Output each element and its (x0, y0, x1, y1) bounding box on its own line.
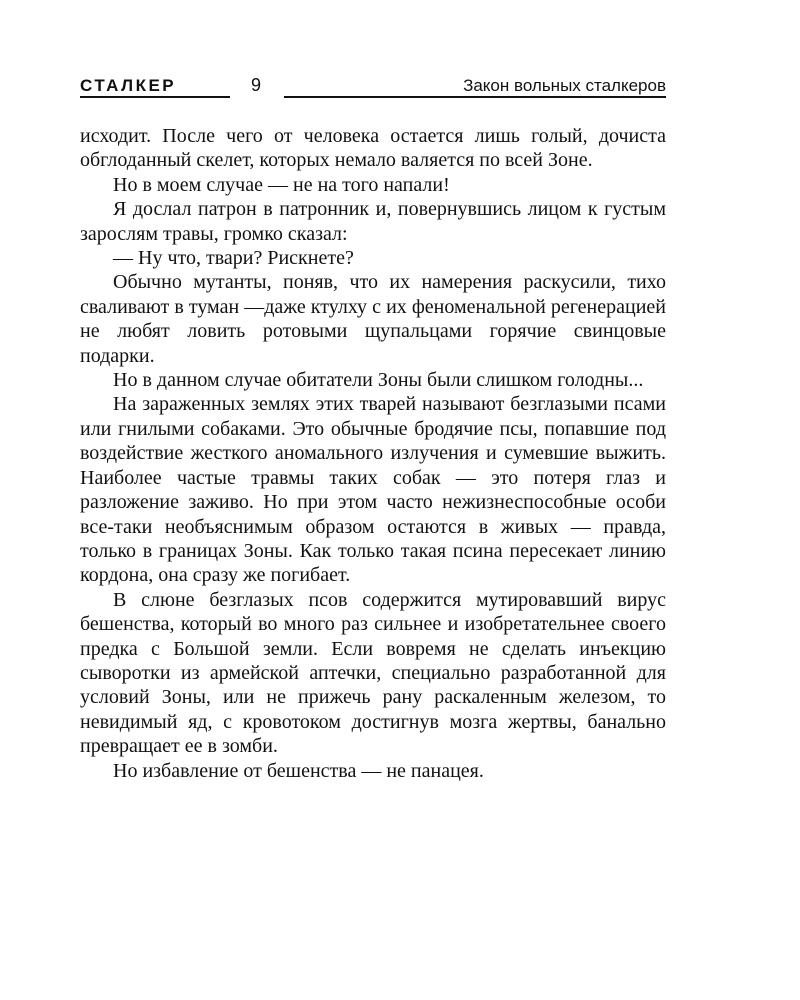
series-title: СТАЛКЕР (80, 76, 177, 95)
paragraph: На зараженных землях этих тварей называют безглазыми псами или гнилыми собаками. Это обычные бродячие псы, попавшие под воздействие жесткого аномального излучения и сумевшие выжить. Наиболее частые травмы таких собак — это потеря глаз и разложение заживо. Но при этом часто нежизнеспособные особи все-таки необъяснимым образом остаются в живых — правда, только в границах Зоны. Как только такая псина пересекает линию кордона, она сразу же погибает. (80, 393, 666, 587)
paragraph: Обычно мутанты, поняв, что их намерения раскусили, тихо сваливают в туман —даже ктулху с их феноменальной регенерацией не любят ловить ротовыми щупальцами горячие свинцовые подарки. (80, 271, 666, 367)
paragraph: Я дослал патрон в патронник и, повернувшись лицом к густым зарослям травы, громко сказал: (80, 198, 666, 245)
page-number: 9 (251, 75, 262, 95)
book-title: Закон вольных сталкеров (463, 76, 666, 95)
paragraph: Но в моем случае — не на того напали! (113, 173, 450, 196)
paragraph: Но в данном случае обитатели Зоны были слишком голодны... (113, 369, 644, 392)
paragraph: исходит. После чего от человека остается лишь голый, дочиста обглоданный скелет, которых немало валяется по всей Зоне. (80, 125, 666, 172)
paragraph: Но избавление от бешенства — не панацея. (113, 759, 484, 782)
page-body (80, 124, 666, 783)
paragraph: В слюне безглазых псов содержится мутировавший вирус бешенства, который во много раз сильнее и изобретательнее своего предка с Большой земли. Если вовремя не сделать инъекцию сыворотки из армейской аптечки, специально разработанной для условий Зоны, или не прижечь рану раскаленным железом, то невидимый яд, с кровотоком достигнув мозга жертвы, банально превращает ее в зомби. (80, 588, 666, 758)
header-rule-right (284, 96, 666, 98)
header-rule-left (80, 96, 230, 98)
running-header (80, 72, 666, 100)
dialogue-line: — Ну что, твари? Рискнете? (113, 247, 354, 270)
